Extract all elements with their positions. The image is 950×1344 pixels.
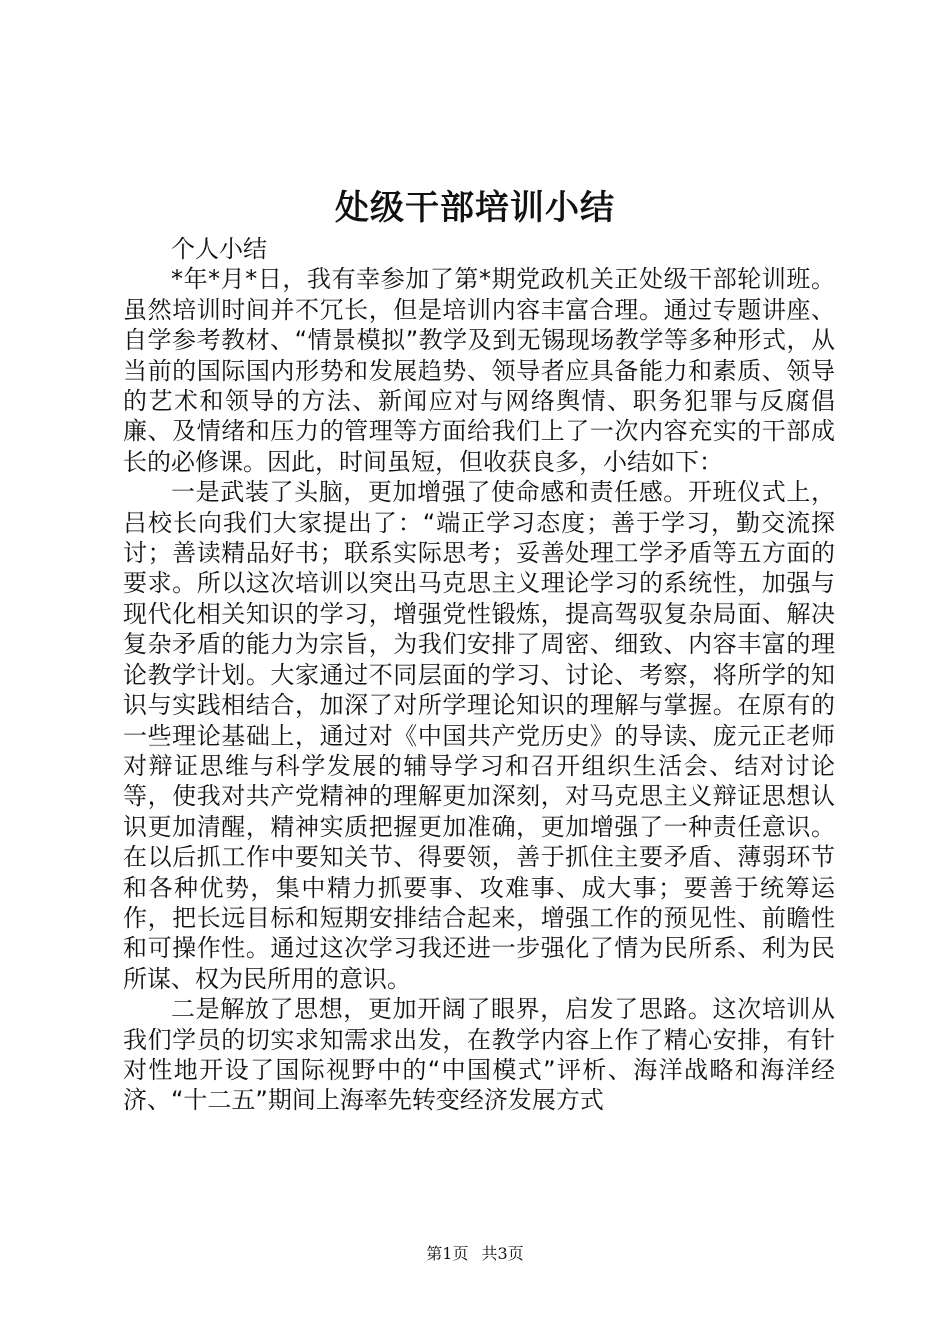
section-heading: 个人小结 xyxy=(171,235,267,263)
body-paragraph: 一是武装了头脑，更加增强了使命感和责任感。开班仪式上，吕校长向我们大家提出了：“端正学习态度；善于学习，勤交流探讨；善读精品好书；联系实际思考；妥善处理工学矛盾等五方面的要求。所以这次培训以突出马克思主义理论学习的系统性，加强与现代化相关知识的学习，增强党性锻炼，提高驾驭复杂局面、解决复杂矛盾的能力为宗旨，为我们安排了周密、细致、内容丰富的理论教学计划。大家通过不同层面的学习、讨论、考察，将所学的知识与实践相结合，加深了对所学理论知识的理解与掌握。在原有的一些理论基础上，通过对《中国共产党历史》的导读、庞元正老师对辩证思维与科学发展的辅导学习和召开组织生活会、结对讨论等，使我对共产党精神的理解更加深刻，对马克思主义辩证思想认识更加清醒，精神实质把握更加准确，更加增强了一种责任意识。在以后抓工作中要知关节、得要领，善于抓住主要矛盾、薄弱环节和各种优势，集中精力抓要事、攻难事、成大事；要善于统筹运作，把长远目标和短期安排结合起来，增强工作的预见性、前瞻性和可操作性。通过这次学习我还进一步强化了情为民所系、利为民所谋、权为民所用的意识。 xyxy=(123,478,835,993)
page-number: 第1页 xyxy=(426,1244,469,1263)
document-title: 处级干部培训小结 xyxy=(335,188,615,228)
page-total: 共3页 xyxy=(481,1244,524,1263)
body-paragraph: 二是解放了思想，更加开阔了眼界，启发了思路。这次培训从我们学员的切实求知需求出发，在教学内容上作了精心安排，有针对性地开设了国际视野中的“中国模式”评析、海洋战略和海洋经济、“十二五”期间上海率先转变经济发展方式 xyxy=(123,995,835,1115)
page-footer xyxy=(0,1244,950,1264)
document-body xyxy=(123,234,835,1116)
body-paragraph: *年*月*日，我有幸参加了第*期党政机关正处级干部轮训班。虽然培训时间并不冗长，但是培训内容丰富合理。通过专题讲座、自学参考教材、“情景模拟”教学及到无锡现场教学等多种形式，从当前的国际国内形势和发展趋势、领导者应具备能力和素质、领导的艺术和领导的方法、新闻应对与网络舆情、职务犯罪与反腐倡廉、及情绪和压力的管理等方面给我们上了一次内容充实的干部成长的必修课。因此，时间虽短，但收获良多，小结如下： xyxy=(123,265,835,476)
